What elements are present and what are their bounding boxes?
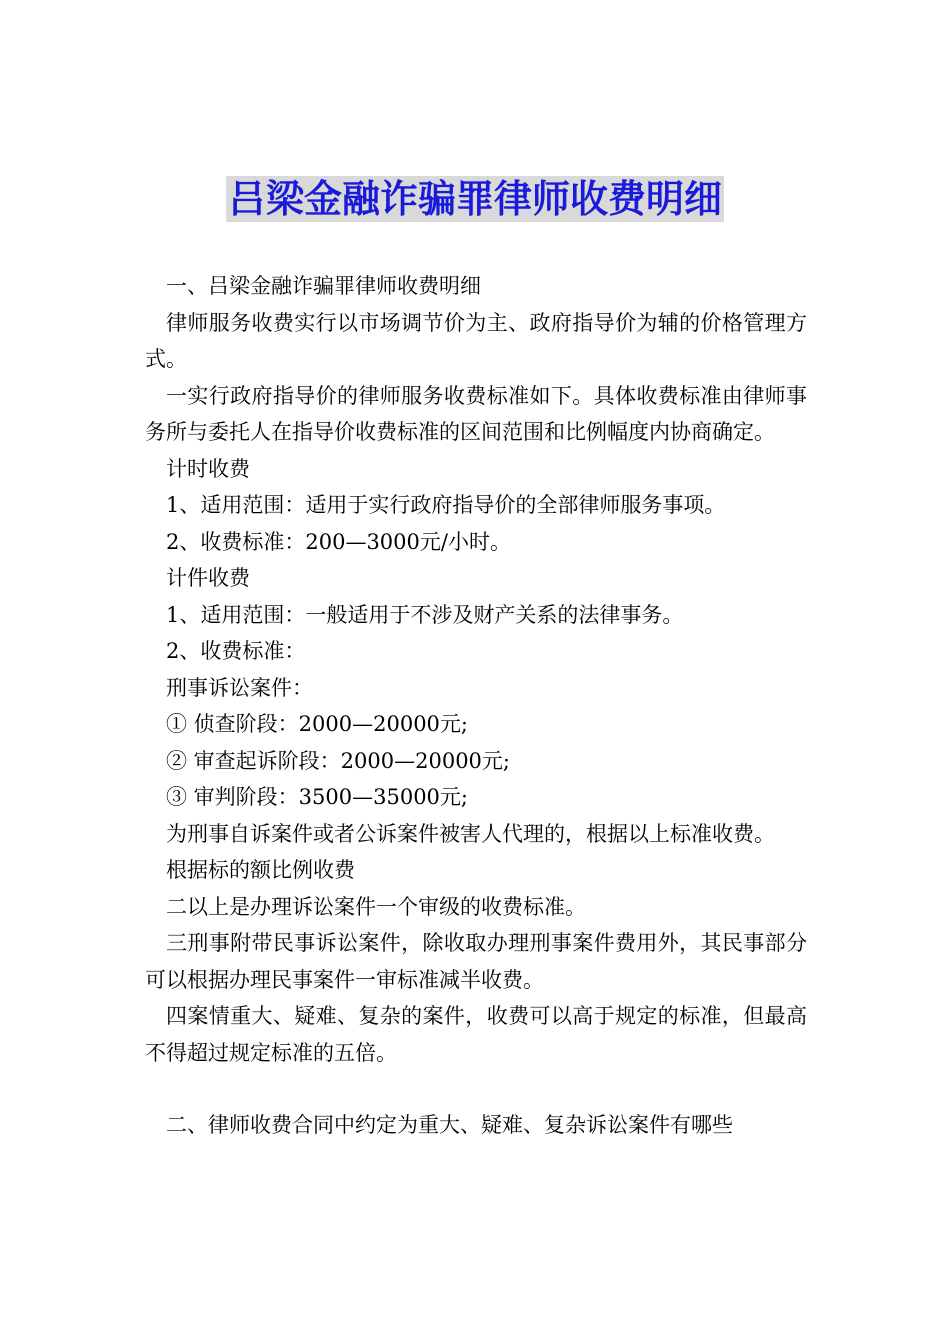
hourly-scope: 1、适用范围：适用于实行政府指导价的全部律师服务事项。 — [166, 493, 726, 517]
stage-investigation: ① 侦查阶段：2000—20000元; — [166, 712, 468, 736]
note-two: 二以上是办理诉讼案件一个审级的收费标准。 — [166, 894, 586, 919]
subheading-per-case: 计件收费 — [166, 566, 250, 590]
document-title: 吕梁金融诈骗罪律师收费明细 — [227, 177, 722, 221]
stage-trial: ③ 审判阶段：3500—35000元; — [166, 785, 468, 809]
paragraph-pricing-method: 律师服务收费实行以市场调节价为主、政府指导价为辅的价格管理方式。 — [145, 310, 807, 371]
paragraph-guidance-price: 一实行政府指导价的律师服务收费标准如下。具体收费标准由律师事务所与委托人在指导价收费标准的区间范围和比例幅度内协商确定。 — [145, 383, 807, 444]
subheading-proportional: 根据标的额比例收费 — [166, 858, 355, 882]
document-body — [145, 268, 807, 1144]
note-three: 三刑事附带民事诉讼案件，除收取办理刑事案件费用外，其民事部分可以根据办理民事案件一审标准减半收费。 — [145, 931, 807, 992]
section-2-heading: 二、律师收费合同中约定为重大、疑难、复杂诉讼案件有哪些 — [166, 1113, 733, 1137]
criminal-cases-label: 刑事诉讼案件： — [166, 675, 313, 700]
section-1-heading: 一、吕梁金融诈骗罪律师收费明细 — [166, 274, 481, 298]
hourly-standard: 2、收费标准：200—3000元/小时。 — [166, 529, 511, 554]
section-gap — [145, 1071, 807, 1107]
title-container — [0, 176, 950, 222]
victim-agent-note: 为刑事自诉案件或者公诉案件被害人代理的，根据以上标准收费。 — [166, 821, 775, 846]
subheading-hourly: 计时收费 — [166, 456, 250, 481]
note-four: 四案情重大、疑难、复杂的案件，收费可以高于规定的标准，但最高不得超过规定标准的五倍。 — [145, 1004, 807, 1065]
stage-prosecution-review: ② 审查起诉阶段：2000—20000元; — [166, 748, 510, 773]
per-case-standard: 2、收费标准： — [166, 639, 306, 663]
per-case-scope: 1、适用范围：一般适用于不涉及财产关系的法律事务。 — [166, 602, 684, 627]
